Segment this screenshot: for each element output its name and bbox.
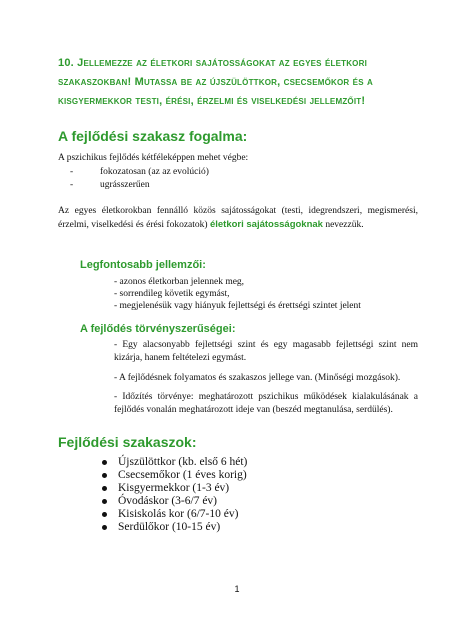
highlight-term: életkori sajátosságoknak	[209, 219, 323, 230]
definition-paragraph	[58, 205, 418, 232]
list-item: - sorrendileg követik egymást,	[114, 289, 230, 299]
section-title-features: Legfontosabb jellemzői:	[80, 259, 206, 271]
list-item: Óvodáskor (3-6/7 év)	[100, 495, 247, 508]
page-number: 1	[234, 584, 240, 594]
law-paragraph-1: - Egy alacsonyabb fejlettségi szint és egy magasabb fejlettségi szint nem kizárja, hanem feltételezi egymást.	[114, 340, 418, 363]
list-item: Kisgyermekkor (1-3 év)	[100, 482, 247, 495]
development-types-list	[70, 166, 209, 192]
section-title-laws: A fejlődés törvényszerűségei:	[80, 323, 236, 335]
question-heading: 10. Jellemezze az életkori sajátosságokat az egyes életkori szakaszokban! Mutassa be az újszülöttkor, csecsemőkor és a kisgyermekkor testi, érési, érzelmi és viselkedési jellemzőit!	[58, 57, 373, 107]
list-item: - fokozatosan (az az evolúció)	[70, 166, 209, 179]
features-list	[114, 276, 361, 312]
intro-text: A pszichikus fejlődés kétféleképpen mehet végbe:	[58, 153, 249, 163]
definition-text: Az egyes életkorokban fennálló közös sajátosságokat (testi, idegrendszeri, megismerési, érzelmi, viselkedési és érési fokozatok)	[58, 206, 418, 230]
list-item: Újszülöttkor (kb. első 6 hét)	[100, 456, 247, 469]
stages-list	[100, 456, 247, 534]
section-title-stages: Fejlődési szakaszok:	[58, 434, 197, 450]
list-item: - ugrásszerűen	[70, 179, 209, 192]
list-item: Kisiskolás kor (6/7-10 év)	[100, 508, 247, 521]
definition-text-end: nevezzük.	[325, 220, 364, 230]
list-item: - azonos életkorban jelennek meg,	[114, 277, 245, 287]
list-item: - megjelenésük vagy hiányuk fejlettségi és érettségi szintet jelent	[114, 301, 361, 311]
law-paragraph-3: - Időzítés törvénye: meghatározott pszichikus működések kialakulásának a fejlődés vonalán meghatározott ideje van (beszéd megtanulása, serdülés).	[114, 392, 418, 415]
law-paragraph-2: - A fejlődésnek folyamatos és szakaszos jellege van. (Minőségi mozgások).	[114, 373, 401, 383]
section-title-concept: A fejlődési szakasz fogalma:	[58, 128, 248, 144]
list-item: Serdülőkor (10-15 év)	[100, 521, 247, 534]
list-item: Csecsemőkor (1 éves korig)	[100, 469, 247, 482]
